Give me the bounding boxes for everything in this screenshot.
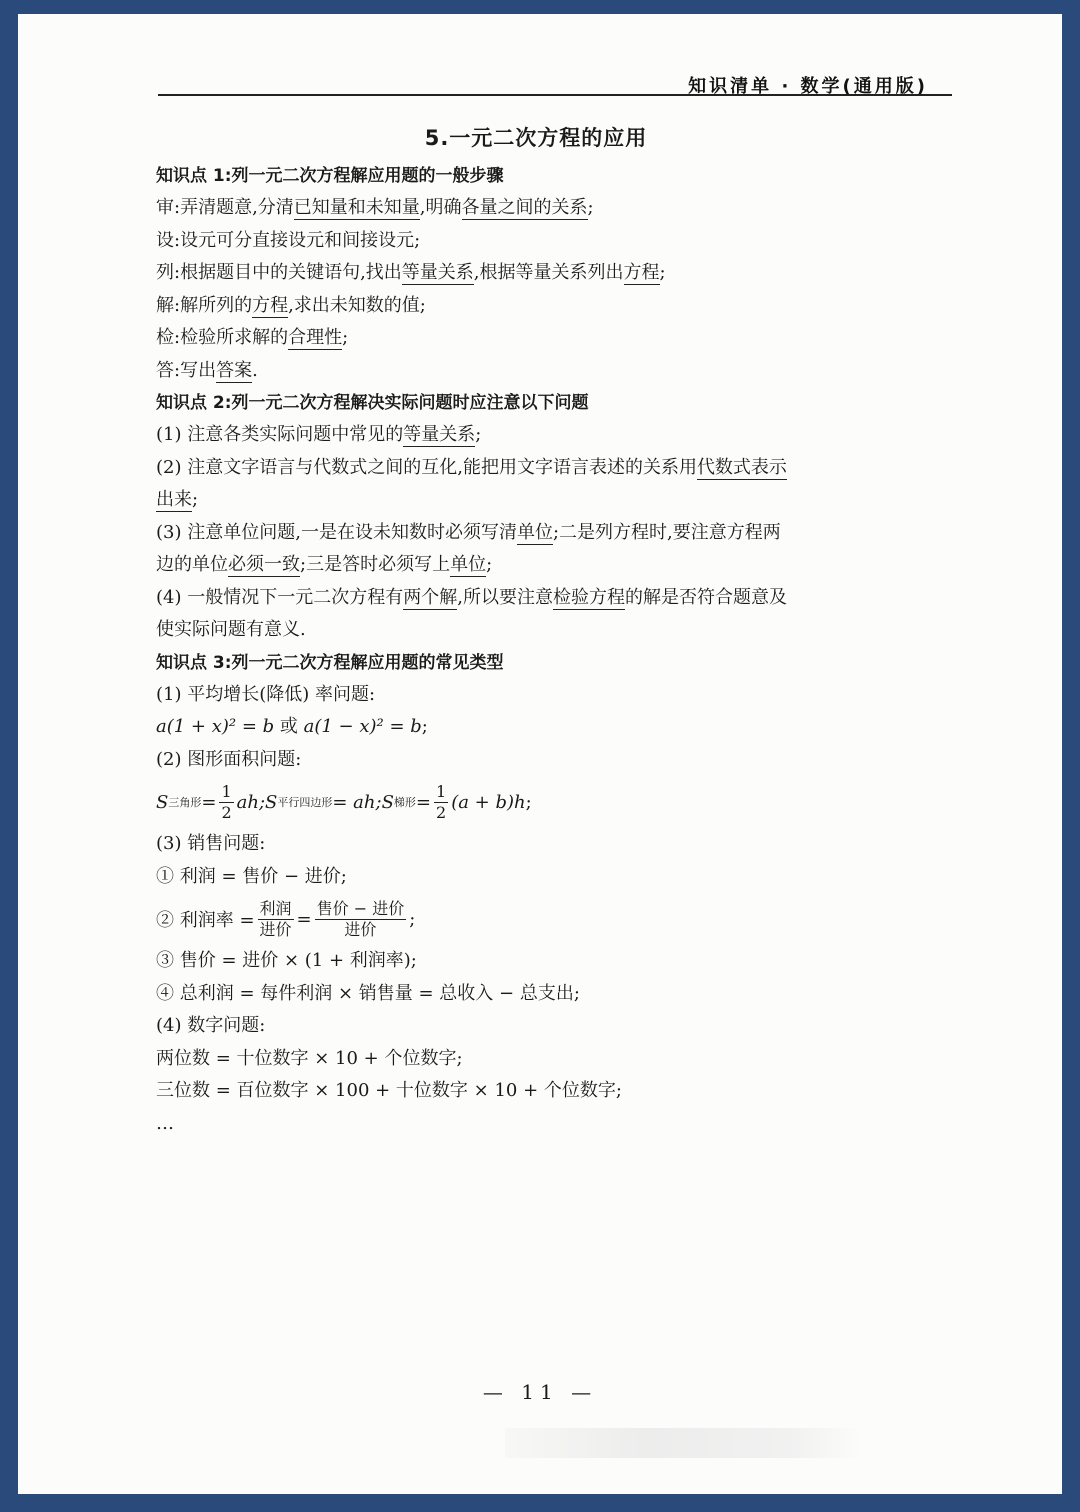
watermark-blur: [505, 1428, 860, 1458]
underlined-answer: 单位: [516, 521, 553, 543]
step-list: 列:根据题目中的关键语句,找出等量关系,根据等量关系列出方程;: [156, 262, 666, 283]
underlined-answer: 两个解: [403, 586, 458, 608]
underlined-answer: 等量关系: [401, 262, 474, 283]
note-3b: 边的单位必须一致;三是答时必须写上单位;: [156, 554, 493, 575]
page-number: — 11 —: [482, 1380, 598, 1404]
underlined-answer: 必须一致: [228, 554, 300, 575]
type-1-title: (1) 平均增长(降低) 率问题:: [156, 683, 376, 705]
knowledge-point-1-heading: 知识点 1:列一元二次方程解应用题的一般步骤: [156, 166, 504, 186]
sales-profit: ① 利润 = 售价 − 进价;: [156, 865, 347, 887]
fraction-half: $\frac{1}{2}$: [436, 781, 447, 822]
underlined-answer: 已知量和未知量: [293, 197, 420, 218]
underlined-answer: 方程: [252, 294, 289, 316]
note-4a: (4) 一般情况下一元二次方程有两个解,所以要注意检验方程的解是否符合题意及: [156, 586, 787, 608]
underlined-answer: 方程: [623, 262, 660, 283]
fraction-half: $\frac{1}{2}$: [221, 781, 232, 822]
step-check: 检:检验所求解的合理性;: [156, 327, 349, 348]
step-answer: 答:写出答案.: [156, 359, 258, 381]
note-3a: (3) 注意单位问题,一是在设未知数时必须写清单位;二是列方程时,要注意方程两: [156, 521, 781, 543]
underlined-answer: 检验方程: [552, 586, 625, 608]
note-2b: 出来;: [156, 489, 199, 510]
growth-formula: a(1 + x)² = b 或 a(1 − x)² = b;: [156, 716, 428, 737]
two-digit-number: 两位数 = 十位数字 × 10 + 个位数字;: [156, 1047, 463, 1069]
header-rule: [158, 94, 952, 96]
three-digit-number: 三位数 = 百位数字 × 100 + 十位数字 × 10 + 个位数字;: [156, 1080, 622, 1101]
knowledge-point-3-heading: 知识点 3:列一元二次方程解应用题的常见类型: [156, 652, 504, 673]
underlined-answer: 合理性: [288, 327, 343, 348]
ellipsis: …: [156, 1112, 174, 1134]
sales-total-profit: ④ 总利润 = 每件利润 × 销售量 = 总收入 − 总支出;: [156, 982, 580, 1004]
knowledge-point-2-heading: 知识点 2:列一元二次方程解决实际问题时应注意以下问题: [156, 393, 589, 413]
sales-price: ③ 售价 = 进价 × (1 + 利润率);: [156, 950, 417, 971]
step-set: 设:设元可分直接设元和间接设元;: [156, 229, 421, 251]
underlined-answer: 代数式表示: [696, 456, 787, 478]
underlined-answer: 答案: [216, 359, 253, 381]
underlined-answer: 出来: [156, 489, 192, 510]
fraction-margin-over-cost: $\frac{\text{售价 − 进价}}{\text{进价}}$: [316, 898, 405, 939]
underlined-answer: 各量之间的关系: [461, 197, 588, 218]
type-3-title: (3) 销售问题:: [156, 833, 266, 854]
running-header: 知识清单 · 数学(通用版): [688, 76, 928, 97]
fraction-profit-over-cost: $\frac{\text{利润}}{\text{进价}}$: [259, 898, 292, 939]
step-review: 审:弄清题意,分清已知量和未知量,明确各量之间的关系;: [156, 197, 594, 218]
note-4b: 使实际问题有意义.: [156, 619, 306, 640]
step-solve: 解:解所列的方程,求出未知数的值;: [156, 294, 426, 316]
note-1: (1) 注意各类实际问题中常见的等量关系;: [156, 424, 482, 445]
note-2a: (2) 注意文字语言与代数式之间的互化,能把用文字语言表述的关系用代数式表示: [156, 456, 787, 478]
type-4-title: (4) 数字问题:: [156, 1015, 266, 1036]
underlined-answer: 单位: [450, 554, 487, 575]
section-title: 5.一元二次方程的应用: [424, 126, 648, 150]
area-formulas: S 三角形 = $\frac{1}{2}$ ah ;S 平行四边形 = ah ;S 梯形 = $\frac{1}{2}$ (a + b)h ;: [156, 781, 532, 822]
content: [156, 118, 916, 1140]
underlined-answer: 等量关系: [403, 424, 476, 445]
sales-profit-rate: ② 利润率 = $\frac{\text{利润}}{\text{进价}}$ = $\frac{\text{售价 − 进价}}{\text{进价}}$ ;: [156, 898, 416, 939]
type-2-title: (2) 图形面积问题:: [156, 748, 302, 770]
